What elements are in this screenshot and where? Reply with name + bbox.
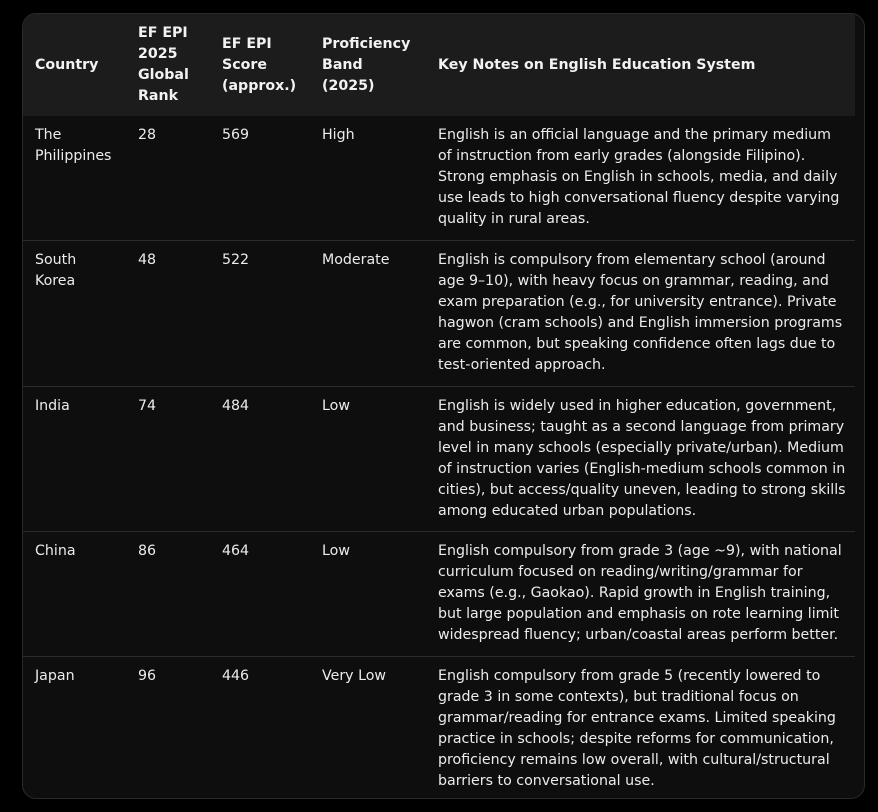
header-country: Country (35, 56, 99, 73)
cell-band: Very Low (322, 667, 387, 684)
cell-country: South Korea (35, 251, 77, 289)
cell-notes: English is compulsory from elementary school (around age 9–10), with heavy focus on grammar, reading, and exam preparation (e.g., for university entrance). Private hagwon (cram schools) and English immersion programs are common, but speaking confidence often lags due to test-oriented approach. (438, 251, 843, 373)
header-row (23, 14, 855, 116)
cell-band: Low (322, 397, 350, 414)
cell-rank: 96 (138, 667, 157, 684)
cell-rank: 28 (138, 127, 157, 143)
cell-band: Moderate (322, 251, 390, 268)
cell-notes: English is an official language and the primary medium of instruction from early grades (alongside Filipino). Strong emphasis on English in schools, media, and daily use leads to high conversational fluency despite varying quality in rural areas. (438, 127, 840, 227)
cell-score: 464 (222, 542, 250, 559)
header-rank: EF EPI 2025 Global Rank (138, 25, 189, 104)
cell-rank: 86 (138, 542, 157, 559)
cell-country: Japan (35, 667, 75, 684)
cell-notes: English is widely used in higher education, government, and business; taught as a second language from primary level in many schools (especially private/urban). Medium of instruction varies (English-medium schools common in cities), but access/quality uneven, leading to strong skills among educated urban populations. (438, 397, 846, 519)
cell-country: The Philippines (35, 127, 112, 164)
cell-country: India (35, 397, 70, 414)
cell-rank: 74 (138, 397, 157, 414)
cell-notes: English compulsory from grade 3 (age ~9), with national curriculum focused on reading/writing/grammar for exams (e.g., Gaokao). Rapid growth in English training, but large population and emphasis on rote learning limit widespread fluency; urban/coastal areas perform better. (438, 542, 842, 643)
table-row (23, 240, 855, 386)
cell-score: 484 (222, 397, 250, 414)
cell-score: 569 (222, 127, 250, 143)
cell-country: China (35, 542, 76, 559)
cell-score: 446 (222, 667, 250, 684)
cell-band: High (322, 127, 355, 143)
table-row (23, 386, 855, 531)
table-header (23, 14, 855, 116)
table-body (23, 116, 855, 799)
table-row (23, 531, 855, 656)
header-band: Proficiency Band (2025) (322, 35, 411, 94)
header-score: EF EPI Score (approx.) (222, 35, 297, 94)
cell-score: 522 (222, 251, 250, 268)
header-notes: Key Notes on English Education System (438, 56, 756, 73)
table-container (22, 13, 865, 799)
english-proficiency-table (23, 14, 855, 799)
cell-rank: 48 (138, 251, 157, 268)
table-row (23, 116, 855, 240)
table-row (23, 656, 855, 799)
cell-band: Low (322, 542, 350, 559)
cell-notes: English compulsory from grade 5 (recently lowered to grade 3 in some contexts), but traditional focus on grammar/reading for entrance exams. Limited speaking practice in schools; despite reforms for communication, proficiency remains low overall, with cultural/structural barriers to conversational use. (438, 667, 836, 789)
